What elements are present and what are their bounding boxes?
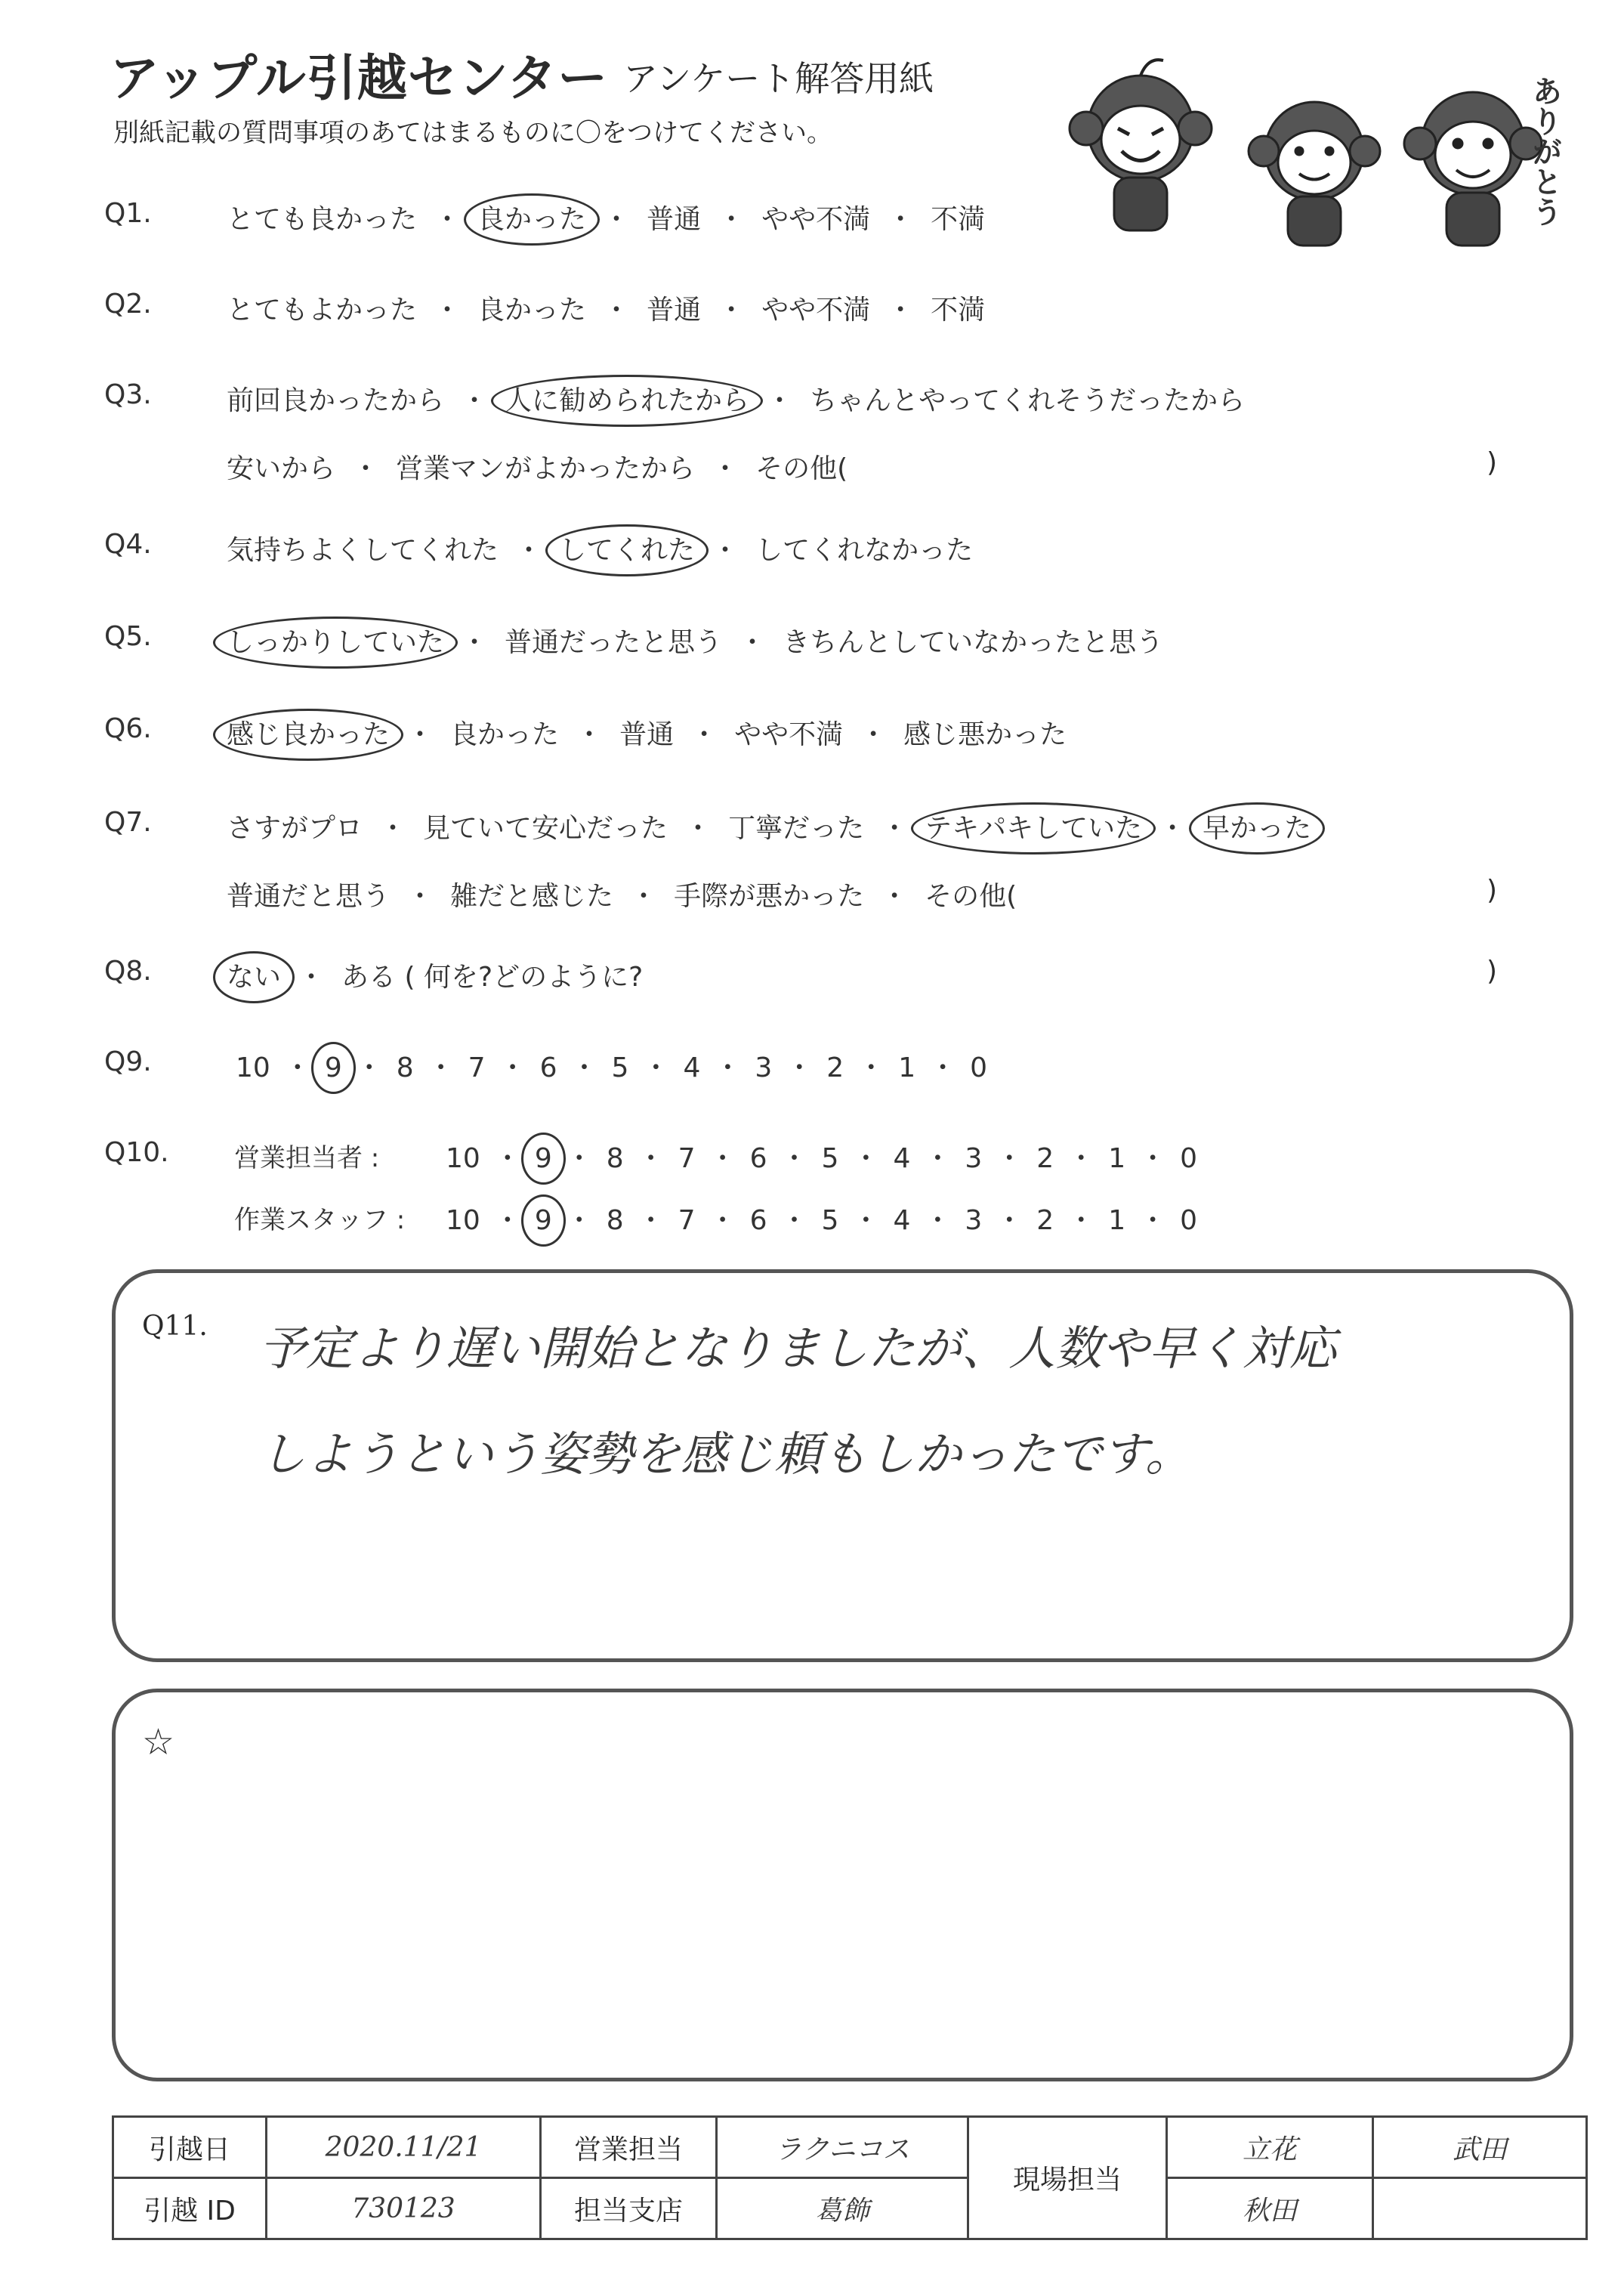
sales-rep-value: ラクニコス xyxy=(717,2117,968,2178)
move-id-label: 引越 ID xyxy=(113,2178,267,2239)
option[interactable]: 2 xyxy=(826,1052,844,1083)
site-staff-2: 武田 xyxy=(1373,2117,1587,2178)
separator: ・ xyxy=(570,1052,598,1083)
option-row xyxy=(227,875,1017,913)
question-number: Q6. xyxy=(104,713,152,744)
option[interactable]: 感じ悪かった xyxy=(903,719,1067,750)
option[interactable]: 普通 xyxy=(647,295,702,326)
option[interactable]: 1 xyxy=(1108,1205,1126,1236)
option[interactable]: 丁寧だった xyxy=(728,813,865,844)
separator: ・ xyxy=(493,1143,521,1174)
separator: ・ xyxy=(887,204,915,235)
instruction-text: 別紙記載の質問事項のあてはまるものに〇をつけてください。 xyxy=(113,118,832,148)
option[interactable]: 8 xyxy=(396,1052,414,1083)
separator: ・ xyxy=(603,204,631,235)
option[interactable]: 普通だと思う xyxy=(227,881,391,912)
option[interactable]: 7 xyxy=(678,1205,696,1236)
closing-paren: ) xyxy=(1487,875,1498,906)
option[interactable]: 気持ちよくしてくれた xyxy=(227,535,499,566)
option[interactable]: 不満 xyxy=(931,295,986,326)
option[interactable]: やや不満 xyxy=(761,295,871,326)
option[interactable]: 4 xyxy=(893,1143,911,1174)
option[interactable]: 2 xyxy=(1036,1205,1054,1236)
option[interactable]: 10 xyxy=(446,1143,480,1174)
option[interactable]: 4 xyxy=(893,1205,911,1236)
option[interactable]: その他( xyxy=(925,881,1017,912)
separator: ・ xyxy=(780,1205,808,1236)
option[interactable]: 3 xyxy=(965,1143,983,1174)
option-row xyxy=(227,447,848,486)
option[interactable]: 普通 xyxy=(619,719,675,750)
separator: ・ xyxy=(352,453,380,484)
site-staff-1: 立花 xyxy=(1167,2117,1373,2178)
separator: ・ xyxy=(1139,1205,1167,1236)
option-row xyxy=(227,529,973,567)
separator: ・ xyxy=(739,627,767,658)
separator: ・ xyxy=(355,1052,383,1083)
separator: ・ xyxy=(684,813,712,844)
option[interactable]: 1 xyxy=(898,1052,916,1083)
option-row xyxy=(227,956,643,994)
separator: ・ xyxy=(499,1052,526,1083)
separator: ・ xyxy=(298,962,326,993)
separator: ・ xyxy=(1159,813,1187,844)
separator: ・ xyxy=(881,813,909,844)
option[interactable]: 1 xyxy=(1108,1143,1126,1174)
option[interactable]: 3 xyxy=(755,1052,773,1083)
option[interactable]: 6 xyxy=(749,1143,767,1174)
question-number: Q9. xyxy=(104,1046,152,1077)
separator: ・ xyxy=(718,204,746,235)
separator: ・ xyxy=(996,1143,1023,1174)
option[interactable]: ちゃんとやってくれそうだったから xyxy=(810,385,1246,416)
option[interactable]: してくれなかった xyxy=(755,535,974,566)
question-number: Q5. xyxy=(104,621,152,652)
closing-paren: ) xyxy=(1487,956,1498,987)
option-row xyxy=(227,621,1163,660)
question-number: Q4. xyxy=(104,529,152,560)
option-row xyxy=(227,379,1245,418)
separator: ・ xyxy=(1067,1143,1095,1174)
option-selected[interactable]: テキパキしていた xyxy=(925,813,1143,844)
option-selected[interactable]: 人に勧められたから xyxy=(505,385,750,416)
separator: ・ xyxy=(709,1143,736,1174)
separator: ・ xyxy=(690,719,718,750)
separator: ・ xyxy=(712,535,739,566)
option[interactable]: 7 xyxy=(678,1143,696,1174)
option-row xyxy=(227,198,985,236)
separator: ・ xyxy=(786,1052,814,1083)
separator: ・ xyxy=(860,719,888,750)
option[interactable]: 10 xyxy=(446,1205,480,1236)
question-number: Q2. xyxy=(104,289,152,320)
separator: ・ xyxy=(565,1205,593,1236)
separator: ・ xyxy=(434,204,462,235)
separator: ・ xyxy=(1139,1143,1167,1174)
option[interactable]: 不満 xyxy=(931,204,986,235)
separator: ・ xyxy=(406,719,434,750)
option[interactable]: 手際が悪かった xyxy=(674,881,865,912)
option[interactable]: 安いから xyxy=(227,453,336,484)
sales-rep-label: 営業担当 xyxy=(541,2117,717,2178)
separator: ・ xyxy=(996,1205,1023,1236)
separator: ・ xyxy=(461,385,489,416)
option-row xyxy=(227,713,1067,752)
option[interactable]: さすがプロ xyxy=(227,813,363,844)
question-number: Q3. xyxy=(104,379,152,410)
separator: ・ xyxy=(1067,1205,1095,1236)
question-number: Q7. xyxy=(104,807,152,838)
score-label: 営業担当者 : xyxy=(234,1143,380,1173)
separator: ・ xyxy=(406,881,434,912)
option[interactable]: 3 xyxy=(965,1205,983,1236)
option[interactable]: 4 xyxy=(683,1052,701,1083)
option[interactable]: 6 xyxy=(749,1205,767,1236)
option[interactable]: 5 xyxy=(611,1052,629,1083)
option[interactable]: 良かった xyxy=(477,295,587,326)
option[interactable]: 営業マンがよかったから xyxy=(396,453,696,484)
question-number: Q8. xyxy=(104,956,152,987)
separator: ・ xyxy=(637,1205,665,1236)
separator: ・ xyxy=(718,295,746,326)
separator: ・ xyxy=(852,1205,880,1236)
option[interactable]: 0 xyxy=(970,1052,988,1083)
separator: ・ xyxy=(576,719,604,750)
separator: ・ xyxy=(379,813,407,844)
option[interactable]: 5 xyxy=(821,1205,839,1236)
separator: ・ xyxy=(565,1143,593,1174)
question-number: Q10. xyxy=(104,1137,169,1168)
separator: ・ xyxy=(493,1205,521,1236)
option-selected[interactable]: してくれた xyxy=(559,535,696,566)
separator: ・ xyxy=(766,385,794,416)
separator: ・ xyxy=(887,295,915,326)
option[interactable]: 普通だったと思う xyxy=(505,627,723,658)
option[interactable]: 8 xyxy=(606,1143,624,1174)
move-date-label: 引越日 xyxy=(113,2117,267,2178)
separator: ・ xyxy=(434,295,462,326)
separator: ・ xyxy=(461,627,489,658)
site-staff-label: 現場担当 xyxy=(968,2117,1167,2239)
option-row xyxy=(227,289,985,327)
q11-comment-box xyxy=(112,1269,1573,1662)
option[interactable]: 6 xyxy=(539,1052,557,1083)
star-comment-box xyxy=(112,1689,1573,2081)
score-label: 作業スタッフ : xyxy=(234,1205,406,1235)
branch-label: 担当支店 xyxy=(541,2178,717,2239)
star-icon: ☆ xyxy=(142,1721,175,1763)
option[interactable]: とても良かった xyxy=(227,204,418,235)
option[interactable]: 見ていて安心だった xyxy=(423,813,668,844)
separator: ・ xyxy=(857,1052,885,1083)
option-selected[interactable]: 早かった xyxy=(1203,813,1312,844)
separator: ・ xyxy=(924,1205,952,1236)
option[interactable]: 0 xyxy=(1180,1205,1198,1236)
option-selected[interactable]: 9 xyxy=(534,1205,552,1236)
option-row xyxy=(227,807,1311,845)
question-number: Q1. xyxy=(104,198,152,229)
separator: ・ xyxy=(924,1143,952,1174)
separator: ・ xyxy=(515,535,543,566)
q11-label: Q11. xyxy=(142,1311,208,1342)
separator: ・ xyxy=(852,1143,880,1174)
option-selected[interactable]: 感じ良かった xyxy=(227,719,391,750)
separator: ・ xyxy=(642,1052,670,1083)
option[interactable]: きちんとしていなかったと思う xyxy=(783,627,1164,658)
page-title: アップル引越センター xyxy=(110,49,609,107)
separator: ・ xyxy=(881,881,909,912)
option[interactable]: とてもよかった xyxy=(227,295,418,326)
info-table xyxy=(112,2115,1588,2240)
separator: ・ xyxy=(929,1052,957,1083)
option-row xyxy=(236,1046,987,1085)
separator: ・ xyxy=(780,1143,808,1174)
option-selected[interactable]: 9 xyxy=(534,1143,552,1174)
option[interactable]: 良かった xyxy=(450,719,560,750)
option[interactable]: 前回良かったから xyxy=(227,385,445,416)
separator: ・ xyxy=(714,1052,742,1083)
option-selected[interactable]: 9 xyxy=(324,1052,342,1083)
separator: ・ xyxy=(630,881,658,912)
move-date-value: 2020.11/21 xyxy=(267,2117,541,2178)
site-staff-4 xyxy=(1373,2178,1587,2239)
separator: ・ xyxy=(712,453,739,484)
separator: ・ xyxy=(283,1052,311,1083)
q11-comment-line1: 予定より遅い開始となりましたが、人数や早く対応 xyxy=(259,1321,1337,1376)
option[interactable]: 8 xyxy=(606,1205,624,1236)
option[interactable]: ある ( 何を?どのように? xyxy=(341,962,644,993)
option-selected[interactable]: 良かった xyxy=(477,204,587,235)
option[interactable]: やや不満 xyxy=(734,719,844,750)
page-subtitle: アンケート解答用紙 xyxy=(623,58,934,99)
option[interactable]: 普通 xyxy=(647,204,702,235)
thanks-text: ありがとう xyxy=(1527,76,1562,227)
option[interactable]: 雑だと感じた xyxy=(450,881,614,912)
option-row xyxy=(446,1199,1197,1238)
move-id-value: 730123 xyxy=(267,2178,541,2239)
option[interactable]: 5 xyxy=(821,1143,839,1174)
option[interactable]: 0 xyxy=(1180,1143,1198,1174)
option[interactable]: その他( xyxy=(755,453,848,484)
option[interactable]: 7 xyxy=(468,1052,486,1083)
option[interactable]: 2 xyxy=(1036,1143,1054,1174)
option-selected[interactable]: しっかりしていた xyxy=(227,627,445,658)
q11-comment-line2: しようという姿勢を感じ頼もしかったです。 xyxy=(259,1426,1193,1482)
separator: ・ xyxy=(637,1143,665,1174)
separator: ・ xyxy=(603,295,631,326)
option-selected[interactable]: ない xyxy=(227,962,282,993)
option-row xyxy=(446,1137,1197,1176)
option[interactable]: 10 xyxy=(236,1052,270,1083)
closing-paren: ) xyxy=(1487,447,1498,478)
monkey-mascots-illustration xyxy=(1042,45,1586,257)
site-staff-3: 秋田 xyxy=(1167,2178,1373,2239)
option[interactable]: やや不満 xyxy=(761,204,871,235)
separator: ・ xyxy=(709,1205,736,1236)
separator: ・ xyxy=(427,1052,455,1083)
branch-value: 葛飾 xyxy=(717,2178,968,2239)
